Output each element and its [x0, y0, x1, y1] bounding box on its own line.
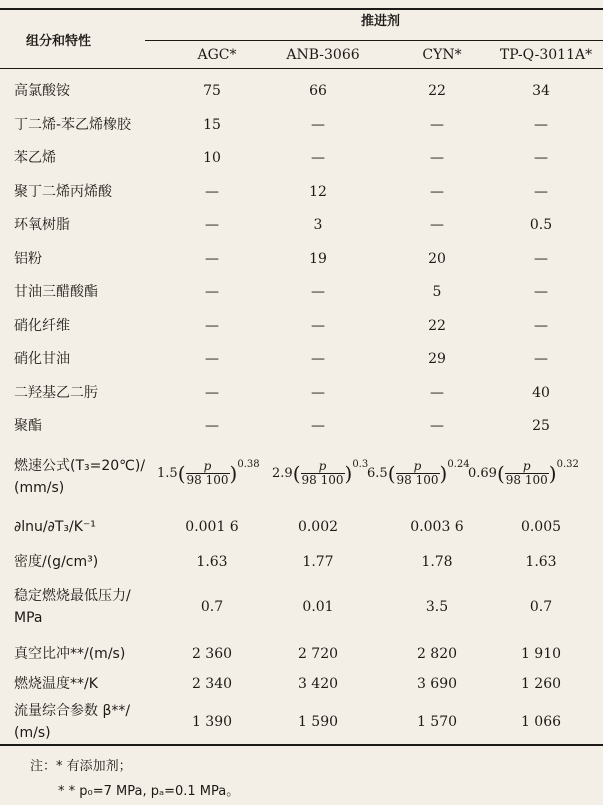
value-cell: — — [311, 150, 325, 166]
row-label: 密度/(g/cm³) — [14, 554, 99, 570]
value-cell: 0.005 — [520, 519, 562, 535]
min-pressure-row — [0, 585, 603, 629]
value-cell: 2 820 — [416, 646, 458, 662]
value-cell: 22 — [428, 317, 446, 334]
table-row — [0, 281, 603, 303]
row-label: 二羟基乙二肟 — [14, 384, 98, 401]
value-cell: 29 — [428, 351, 446, 367]
row-label: 丁二烯-苯乙烯橡胶 — [14, 116, 132, 133]
row-label: ∂lnu/∂T₃/K⁻¹ — [14, 519, 96, 535]
column-header-tpq: TP-Q-3011A* — [499, 47, 593, 63]
value-cell: — — [311, 351, 325, 367]
table-row — [0, 214, 603, 236]
row-label: 稳定燃烧最低压力/ — [14, 588, 131, 604]
value-cell: — — [205, 317, 219, 334]
row-label: 苯乙烯 — [14, 150, 56, 166]
column-header-agc: AGC* — [197, 47, 237, 63]
value-cell: — — [430, 150, 444, 166]
value-cell: 5 — [432, 284, 442, 300]
value-cell: 0.01 — [302, 599, 334, 615]
table-row — [0, 114, 603, 136]
value-cell: 0.5 — [529, 217, 553, 233]
value-cell: 1 590 — [297, 714, 339, 730]
table-bottom-rule — [0, 744, 603, 746]
value-cell: — — [430, 217, 444, 233]
value-cell: 25 — [532, 418, 550, 434]
value-cell: 1.78 — [421, 554, 453, 570]
group-underline — [145, 40, 603, 41]
value-cell: — — [311, 384, 325, 401]
column-header-anb: ANB-3066 — [286, 47, 360, 63]
table-row — [0, 315, 603, 337]
value-cell: 2 360 — [191, 646, 233, 662]
value-cell: — — [534, 351, 548, 367]
value-cell: 3 — [313, 217, 323, 233]
value-cell: — — [430, 384, 444, 401]
value-cell: 3 690 — [416, 676, 458, 692]
value-cell: 1.63 — [196, 554, 228, 570]
table-row — [0, 248, 603, 270]
row-label: 燃速公式(T₃=20℃)/ — [14, 458, 146, 474]
table-row — [0, 348, 603, 370]
value-cell: 40 — [532, 384, 550, 401]
header-rule — [0, 68, 603, 69]
row-label-unit: (m/s) — [14, 725, 51, 741]
value-cell: 2 340 — [191, 676, 233, 692]
value-cell: — — [311, 284, 325, 300]
value-cell: — — [534, 150, 548, 166]
value-cell: 12 — [309, 183, 327, 200]
burn-formula-cyn: 6.5( $\frac{p}{98 100}$ )$^{0.24}$ — [367, 459, 470, 487]
footnote-1: 注：* 有添加剂； — [30, 759, 132, 774]
table-row — [0, 643, 603, 665]
row-label-unit: (mm/s) — [14, 480, 65, 496]
value-cell: 75 — [203, 83, 221, 99]
row-label: 甘油三醋酸酯 — [14, 284, 98, 300]
value-cell: — — [205, 284, 219, 300]
value-cell: 1 570 — [416, 714, 458, 730]
value-cell: 3.5 — [425, 599, 449, 615]
value-cell: — — [534, 116, 548, 133]
value-cell: — — [430, 418, 444, 434]
row-label: 燃烧温度**/K — [14, 676, 98, 692]
row-label: 铝粉 — [14, 250, 42, 267]
row-label: 环氧树脂 — [14, 217, 70, 233]
component-header: 组分和特性 — [26, 34, 92, 49]
flow-parameter-row — [0, 700, 603, 744]
row-label: 聚丁二烯丙烯酸 — [14, 183, 112, 200]
burn-formula-tpq: 0.69( $\frac{p}{98 100}$ )$^{0.32}$ — [468, 459, 579, 487]
table-row — [0, 551, 603, 573]
value-cell: 1 390 — [191, 714, 233, 730]
table-row — [0, 415, 603, 437]
row-label: 流量综合参数 β**/ — [14, 703, 131, 719]
column-header-cyn: CYN* — [422, 47, 462, 63]
burn-formula-anb: 2.9( $\frac{p}{98 100}$ )$^{0.3}$ — [272, 459, 369, 487]
value-cell: 66 — [309, 83, 327, 99]
value-cell: 2 720 — [297, 646, 339, 662]
value-cell: — — [430, 183, 444, 200]
table-row — [0, 516, 603, 538]
footnote-2: * * p₀=7 MPa, pₐ=0.1 MPa。 — [58, 784, 240, 799]
table-row — [0, 80, 603, 102]
value-cell: — — [534, 183, 548, 200]
value-cell: — — [205, 217, 219, 233]
value-cell: — — [311, 418, 325, 434]
value-cell: 19 — [309, 250, 327, 267]
value-cell: 1 910 — [520, 646, 562, 662]
row-label: 硝化甘油 — [14, 351, 70, 367]
value-cell: — — [205, 418, 219, 434]
value-cell: 0.7 — [200, 599, 224, 615]
value-cell: — — [205, 250, 219, 267]
value-cell: — — [205, 183, 219, 200]
table-row — [0, 181, 603, 203]
table-row — [0, 673, 603, 695]
row-label-unit: MPa — [14, 610, 43, 626]
value-cell: — — [430, 116, 444, 133]
value-cell: 1 260 — [520, 676, 562, 692]
value-cell: 22 — [428, 83, 446, 99]
value-cell: 0.001 6 — [185, 519, 239, 535]
value-cell: 20 — [428, 250, 446, 267]
value-cell: 0.002 — [297, 519, 339, 535]
value-cell: 10 — [203, 150, 221, 166]
value-cell: — — [311, 116, 325, 133]
value-cell: — — [311, 317, 325, 334]
value-cell: 1 066 — [520, 714, 562, 730]
table-row — [0, 382, 603, 404]
value-cell: 0.7 — [529, 599, 553, 615]
group-header: 推进剂 — [360, 14, 400, 29]
value-cell: 15 — [203, 116, 221, 133]
value-cell: 1.63 — [525, 554, 557, 570]
row-label: 高氯酸铵 — [14, 83, 70, 99]
value-cell: — — [534, 317, 548, 334]
table-row — [0, 147, 603, 169]
value-cell: 3 420 — [297, 676, 339, 692]
value-cell: 1.77 — [302, 554, 334, 570]
row-label: 真空比冲**/(m/s) — [14, 646, 126, 662]
burn-rate-row — [0, 455, 603, 501]
value-cell: — — [534, 284, 548, 300]
row-label: 硝化纤维 — [14, 317, 70, 334]
value-cell: — — [205, 384, 219, 401]
value-cell: — — [534, 250, 548, 267]
value-cell: — — [205, 351, 219, 367]
row-label: 聚酯 — [14, 418, 42, 434]
burn-formula-agc: 1.5( $\frac{p}{98 100}$ )$^{0.38}$ — [157, 459, 260, 487]
value-cell: 34 — [532, 83, 550, 99]
value-cell: 0.003 6 — [410, 519, 464, 535]
